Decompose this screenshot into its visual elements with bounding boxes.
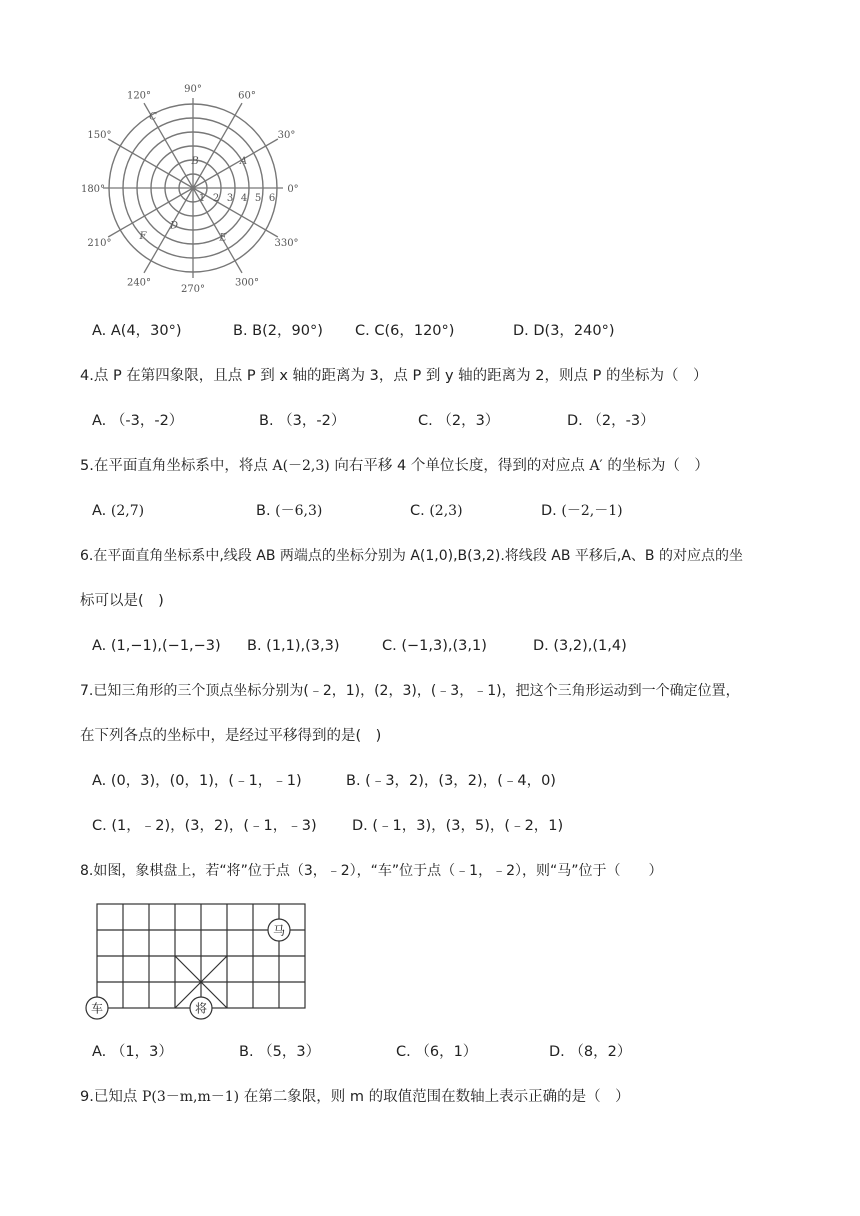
q5-option-a[interactable] [92,501,144,521]
q8-stem: 8.如图，象棋盘上，若“将”位于点（3，﹣2），“车”位于点（﹣1，﹣2），则“马”位于（ ） [80,863,663,879]
q5-option-a-value: (2,7) [110,503,145,519]
q5-option-d[interactable] [541,501,623,521]
q8-option-c[interactable]: C. （6，1） [396,1044,478,1060]
polar-point-label: B [191,156,199,167]
polar-angle-label: 60° [238,90,256,102]
q5-option-a-label: A. [92,503,107,519]
q4-option-c[interactable]: C. （2，3） [418,413,500,429]
q4-stem: 4.点 P 在第四象限，且点 P 到 x 轴的距离为 3，点 P 到 y 轴的距离为 2，则点 P 的坐标为（ ） [80,368,708,384]
q7-option-b[interactable]: B. (﹣3，2)，(3，2)，(﹣4，0) [346,773,556,789]
q9-stem-post: 在第二象限，则 m 的取值范围在数轴上表示正确的是（ ） [243,1089,630,1105]
polar-angle-label: 0° [287,184,299,195]
q5-point: A(－2,3) [272,458,330,474]
q5-option-d-value: (－2,－1) [561,503,623,519]
polar-ring-number: 2 [212,193,220,204]
q8-option-d[interactable]: D. （8，2） [549,1044,632,1060]
chess-piece-che [86,997,108,1019]
polar-ring-number: 5 [254,193,262,204]
q5-stem-post: 的坐标为（ ） [607,458,709,474]
polar-angle-label: 270° [180,284,206,295]
polar-angle-label: 150° [87,130,112,141]
polar-point-label: D [169,220,179,232]
q6-stem-line2: 标可以是( ) [80,593,164,609]
polar-angle-label: 300° [234,277,260,289]
q4-option-b[interactable]: B. （3，-2） [259,413,346,429]
polar-angle-label: 30° [277,130,296,141]
q5-point-image: A′ [589,458,603,474]
q6-stem-line1: 6.在平面直角坐标系中,线段 AB 两端点的坐标分别为 A(1,0),B(3,2).将线段 AB 平移后,A、B 的对应点的坐 [80,548,743,564]
polar-angle-label: 330° [274,238,299,249]
polar-angle-label: 120° [126,90,152,102]
chessboard-figure [82,896,322,1024]
polar-coordinate-figure [80,84,316,297]
q3-option-c[interactable]: C. C(6，120°) [355,323,455,339]
q6-option-c[interactable]: C. (−1,3),(3,1) [382,638,487,654]
q9-stem [80,1087,630,1107]
q5-option-c-label: C. [410,503,425,519]
polar-angle-label: 90° [184,84,202,95]
polar-ring-number: 1 [198,193,206,204]
chessboard-grid [97,904,305,1008]
polar-point-label: A [239,156,248,167]
polar-point-label: F [139,230,147,242]
chess-piece-jiang [190,997,212,1019]
polar-angle-label: 210° [87,238,112,249]
q5-option-b[interactable] [256,501,322,521]
q5-option-c-value: (2,3) [429,503,463,519]
q3-option-d[interactable]: D. D(3，240°) [513,323,615,339]
polar-ring-number: 6 [268,193,276,204]
polar-point-label: C [149,111,157,123]
q7-stem-line2: 在下列各点的坐标中，是经过平移得到的是( ) [80,728,382,744]
q5-option-b-value: (－6,3) [275,503,323,519]
q6-option-a[interactable]: A. (1,−1),(−1,−3) [92,638,221,654]
q4-option-d[interactable]: D. （2，-3） [567,413,655,429]
q8-option-b[interactable]: B. （5，3） [239,1044,321,1060]
piece-label-ma: 马 [272,923,286,938]
q3-option-b[interactable]: B. B(2，90°) [233,323,323,339]
q5-option-d-label: D. [541,503,557,519]
q3-option-a[interactable]: A. A(4，30°) [92,323,182,339]
q7-option-d[interactable]: D. (﹣1，3)，(3，5)，(﹣2，1) [352,818,564,834]
q9-stem-pre: 9.已知点 [80,1089,138,1105]
q5-stem-mid: 向右平移 4 个单位长度，得到的对应点 [334,458,585,474]
chess-piece-ma [268,919,290,941]
polar-angle-label: 240° [126,277,152,289]
polar-ring-number: 3 [226,193,234,204]
q7-option-a[interactable]: A. (0，3)，(0，1)，(﹣1，﹣1) [92,773,302,789]
piece-label-jiang: 将 [194,1001,208,1016]
q4-option-a[interactable]: A. （-3，-2） [92,413,184,429]
polar-ring-number: 4 [240,193,248,204]
q6-option-d[interactable]: D. (3,2),(1,4) [533,638,627,654]
q5-option-b-label: B. [256,503,271,519]
q5-stem-pre: 5.在平面直角坐标系中，将点 [80,458,268,474]
q7-option-c[interactable]: C. (1，﹣2)，(3，2)，(﹣1，﹣3) [92,818,317,834]
q8-option-a[interactable]: A. （1，3） [92,1044,173,1060]
piece-label-che: 车 [90,1001,104,1016]
polar-point-label: E [219,232,227,244]
q9-point: P(3－m,m－1) [141,1089,240,1105]
polar-rays [103,98,283,278]
q5-stem [80,456,709,476]
q7-stem-line1: 7.已知三角形的三个顶点坐标分别为(﹣2，1)，(2，3)，(﹣3，﹣1)，把这个三角形运动到一个确定位置， [80,683,740,699]
q6-option-b[interactable]: B. (1,1),(3,3) [247,638,340,654]
polar-angle-label: 180° [80,184,106,195]
q5-option-c[interactable] [410,501,463,521]
